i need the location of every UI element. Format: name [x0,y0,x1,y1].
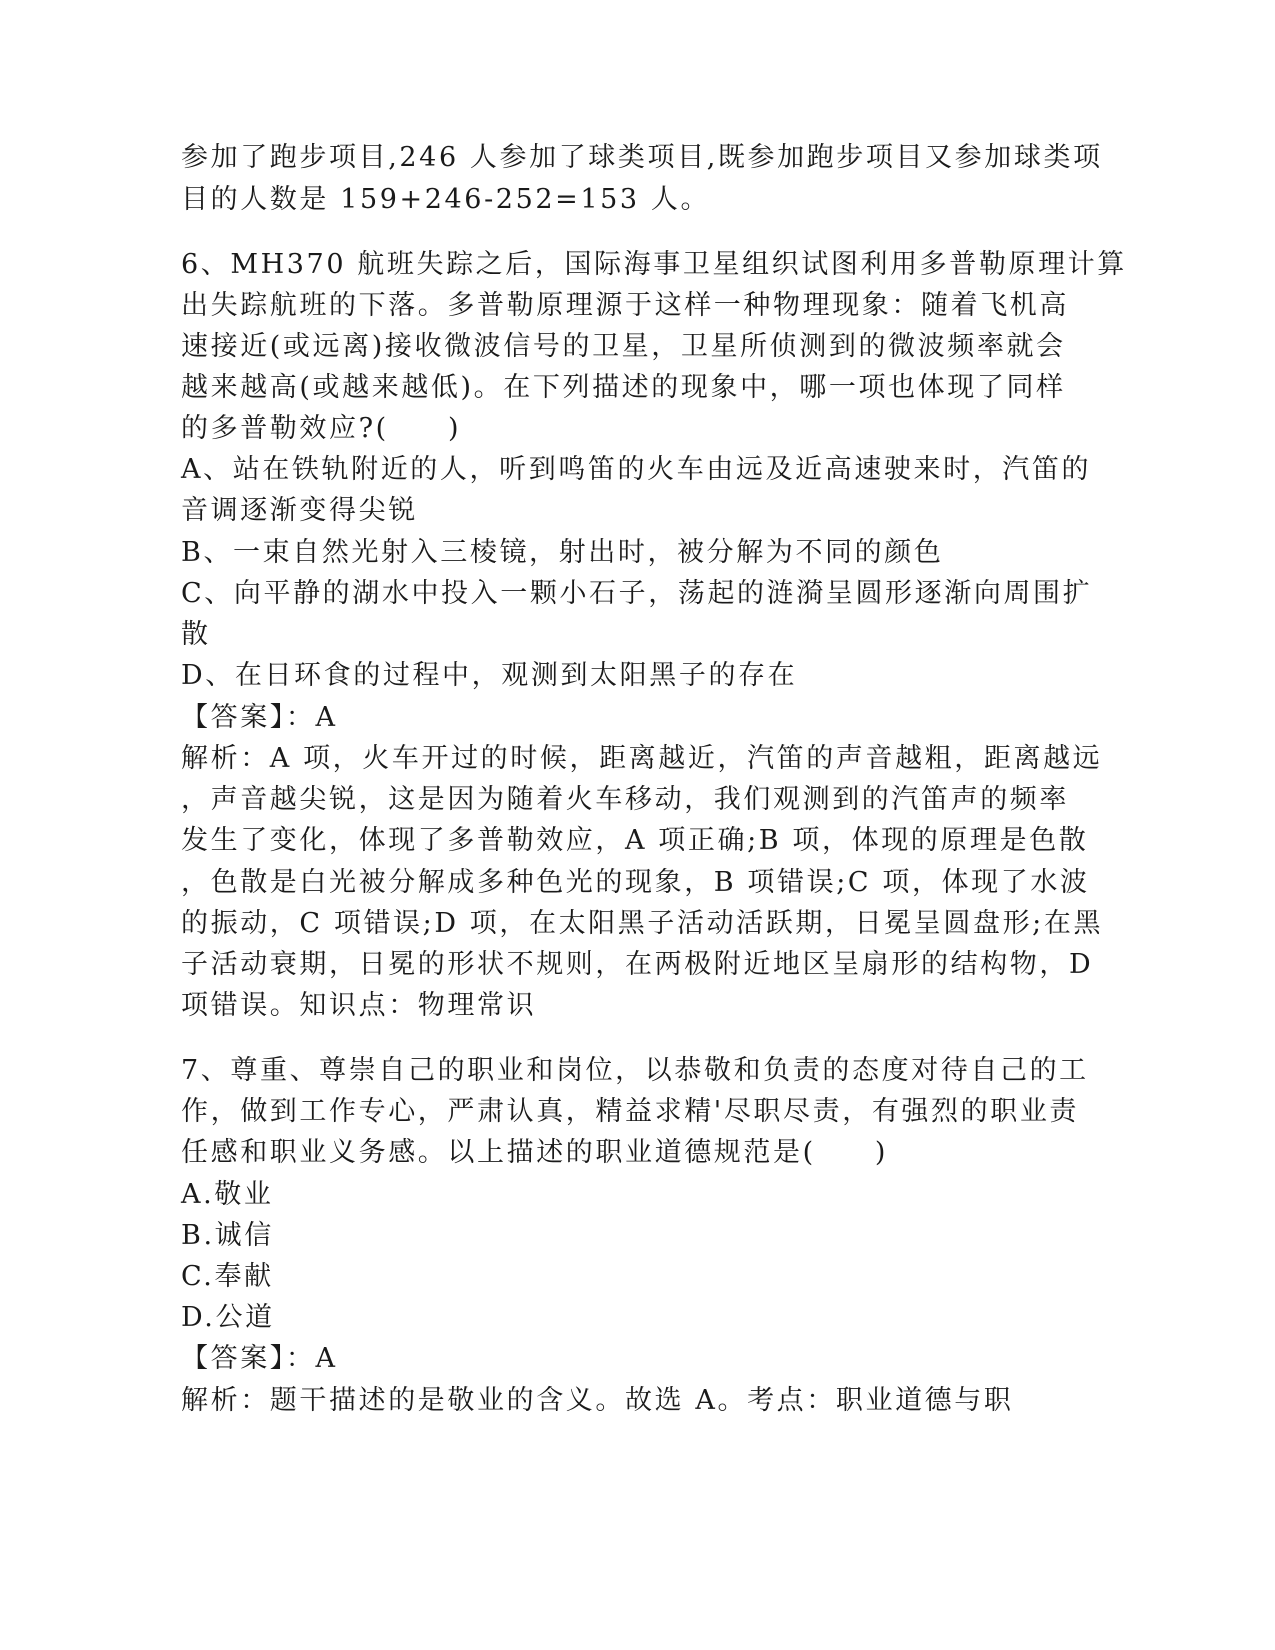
q6-analysis-line-2: ，声音越尖锐，这是因为随着火车移动，我们观测到的汽笛声的频率 [181,784,1069,815]
q6-option-a-line-1: A、站在铁轨附近的人，听到鸣笛的火车由远及近高速驶来时，汽笛的 [181,454,1092,485]
q6-analysis-line-3: 发生了变化，体现了多普勒效应，A 项正确;B 项，体现的原理是色散 [181,825,1089,856]
q7-stem-line-2: 作，做到工作专心，严肃认真，精益求精'尽职尽责，有强烈的职业责 [181,1096,1080,1127]
q6-option-b: B、一束自然光射入三棱镜，射出时，被分解为不同的颜色 [181,537,944,568]
q6-answer: 【答案】：A [181,702,338,733]
q7-answer: 【答案】：A [181,1343,338,1374]
q7-option-a: A.敬业 [181,1179,274,1210]
intro-line-1: 参加了跑步项目,246 人参加了球类项目,既参加跑步项目又参加球类项 [181,142,1103,173]
q6-analysis-line-5: 的振动，C 项错误;D 项，在太阳黑子活动活跃期，日冕呈圆盘形;在黑 [181,908,1104,939]
q6-stem-line-1: 6、MH370 航班失踪之后，国际海事卫星组织试图利用多普勒原理计算 [181,249,1127,280]
q6-stem-line-3: 速接近(或远离)接收微波信号的卫星，卫星所侦测到的微波频率就会 [181,331,1066,362]
q6-option-c-line-2: 散 [181,619,211,650]
q7-analysis: 解析：题干描述的是敬业的含义。故选 A。考点：职业道德与职 [181,1385,1014,1416]
q6-analysis-line-6: 子活动衰期，日冕的形状不规则，在两极附近地区呈扇形的结构物，D [181,949,1094,980]
q6-stem-line-2: 出失踪航班的下落。多普勒原理源于这样一种物理现象：随着飞机高 [181,290,1069,321]
q6-analysis-line-4: ，色散是白光被分解成多种色光的现象，B 项错误;C 项，体现了水波 [181,867,1090,898]
q6-stem-line-4: 越来越高(或越来越低)。在下列描述的现象中，哪一项也体现了同样 [181,372,1066,403]
q7-option-c: C.奉献 [181,1261,274,1292]
q7-option-d: D.公道 [181,1302,275,1333]
q6-option-d: D、在日环食的过程中，观测到太阳黑子的存在 [181,660,798,691]
q6-stem-line-5: 的多普勒效应?( ) [181,413,462,444]
q7-stem-line-3: 任感和职业义务感。以上描述的职业道德规范是( ) [181,1137,889,1168]
q7-option-b: B.诚信 [181,1220,274,1251]
intro-line-2: 目的人数是 159+246-252=153 人。 [181,184,711,215]
q6-option-a-line-2: 音调逐渐变得尖锐 [181,495,418,526]
q6-option-c-line-1: C、向平静的湖水中投入一颗小石子，荡起的涟漪呈圆形逐渐向周围扩 [181,578,1093,609]
q7-stem-line-1: 7、尊重、尊崇自己的职业和岗位，以恭敬和负责的态度对待自己的工 [181,1055,1089,1086]
q6-analysis-line-7: 项错误。知识点：物理常识 [181,990,537,1021]
q6-analysis-line-1: 解析：A 项，火车开过的时候，距离越近，汽笛的声音越粗，距离越远 [181,743,1103,774]
